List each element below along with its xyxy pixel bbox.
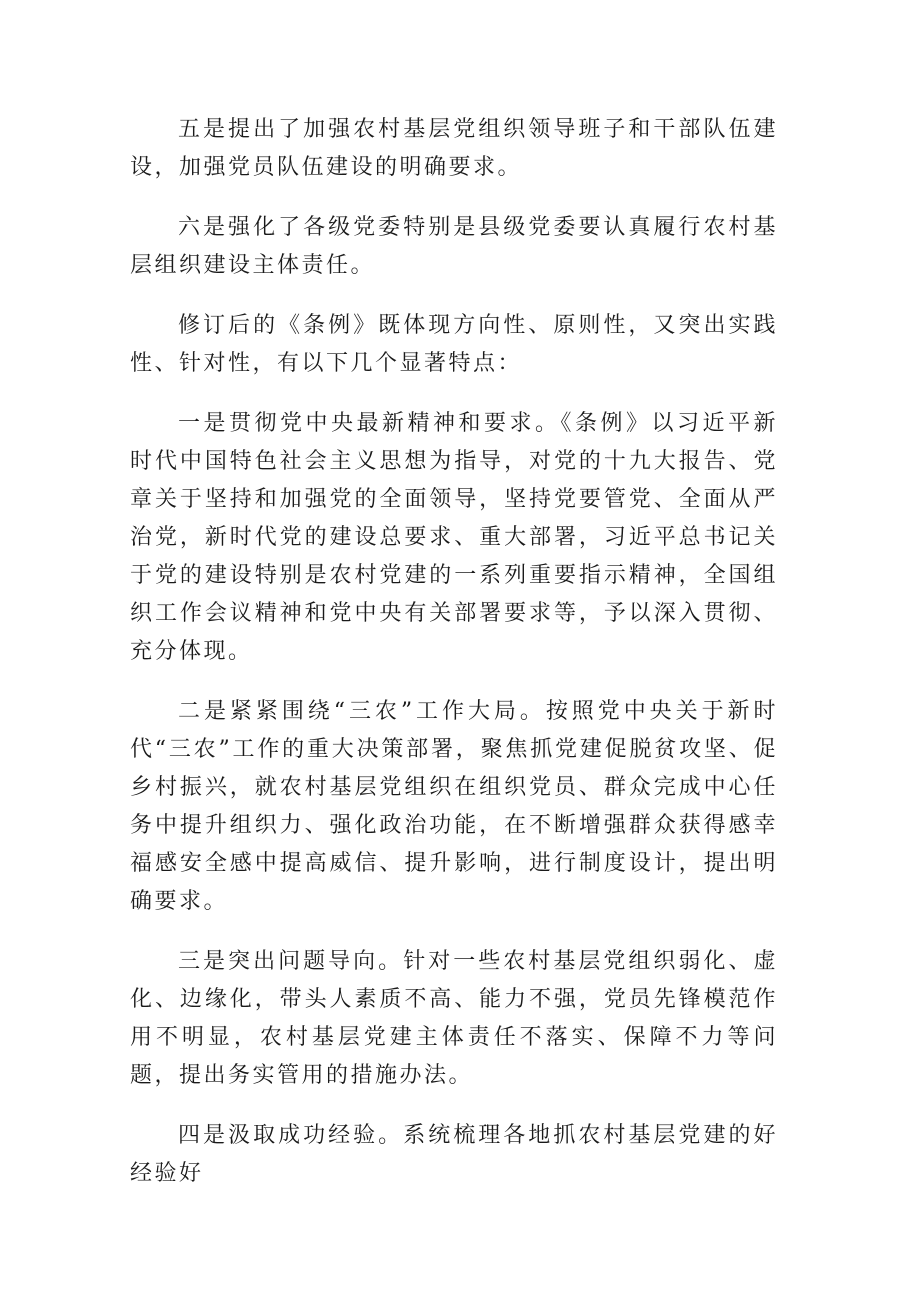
paragraph-feature-1: 一是贯彻党中央最新精神和要求。《条例》以习近平新时代中国特色社会主义思想为指导，对党的十九大报告、党章关于坚持和加强党的全面领导，坚持党要管党、全面从严治党，新时代党的建设总要求、重大部署，习近平总书记关于党的建设特别是农村党建的一系列重要指示精神，全国组织工作会议精神和党中央有关部署要求等，予以深入贯彻、充分体现。 [130, 411, 778, 664]
document-body [130, 111, 778, 1193]
paragraph-6-responsibility: 六是强化了各级党委特别是县级党委要认真履行农村基层组织建设主体责任。 [130, 215, 778, 278]
paragraph-feature-2: 二是紧紧围绕“三农”工作大局。按照党中央关于新时代“三农”工作的重大决策部署，聚焦抓党建促脱贫攻坚、促乡村振兴，就农村基层党组织在组织党员、群众完成中心任务中提升组织力、强化政治功能，在不断增强群众获得感幸福感安全感中提高威信、提升影响，进行制度设计，提出明确要求。 [130, 699, 778, 914]
paragraph-5-requirements: 五是提出了加强农村基层党组织领导班子和干部队伍建设，加强党员队伍建设的明确要求。 [130, 117, 778, 180]
paragraph-feature-3: 三是突出问题导向。针对一些农村基层党组织弱化、虚化、边缘化，带头人素质不高、能力不强，党员先锋模范作用不明显，农村基层党建主体责任不落实、保障不力等问题，提出务实管用的措施办法。 [130, 949, 778, 1088]
paragraph-features-intro: 修订后的《条例》既体现方向性、原则性，又突出实践性、针对性，有以下几个显著特点： [130, 313, 778, 376]
paragraph-feature-4: 四是汲取成功经验。系统梳理各地抓农村基层党建的好经验好 [130, 1123, 778, 1186]
